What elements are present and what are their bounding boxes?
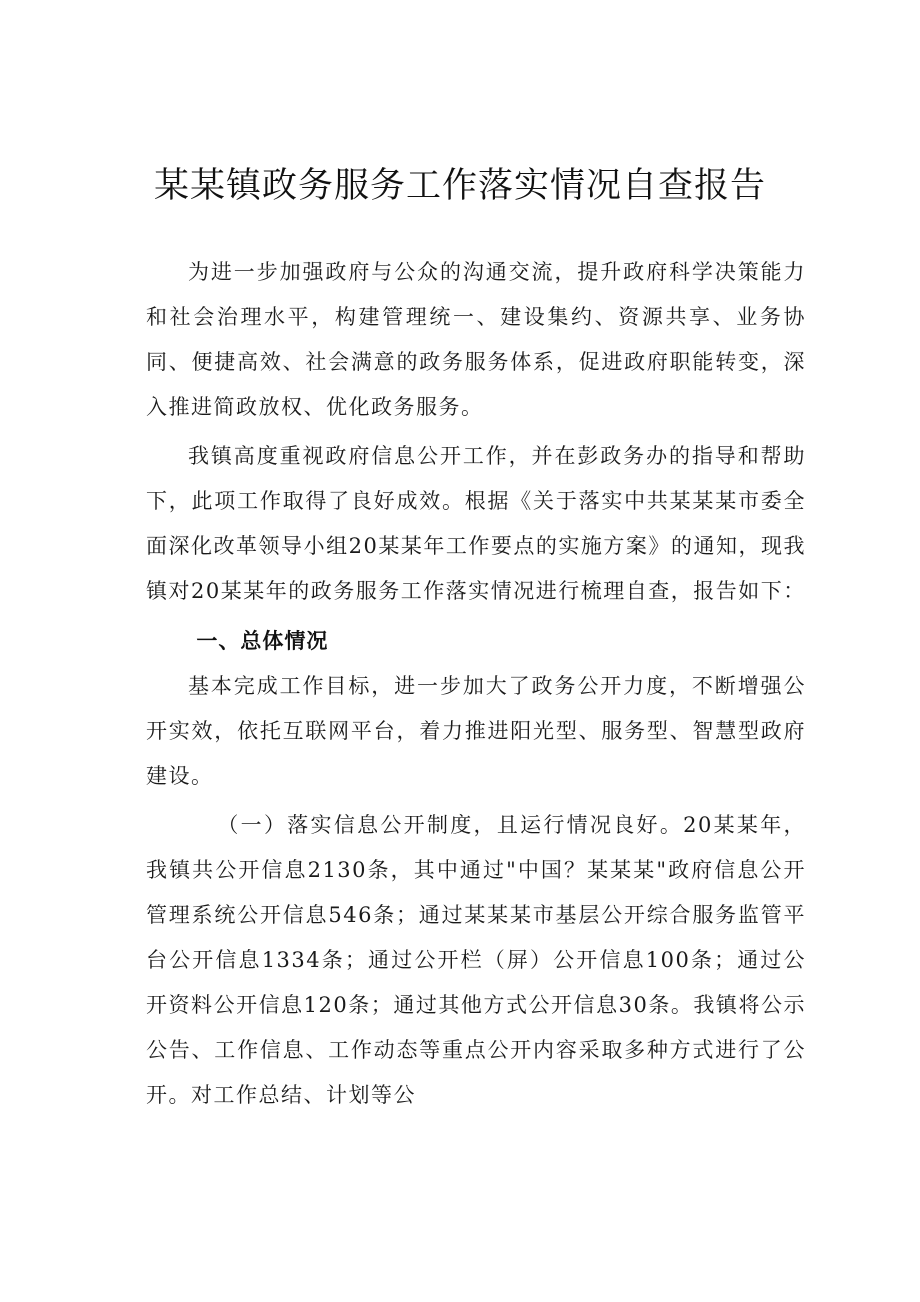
section-paragraph: 基本完成工作目标，进一步加大了政务公开力度，不断增强公开实效，依托互联网平台，着力推进阳光型、服务型、智慧型政府建设。: [146, 674, 806, 788]
intro-paragraph: 为进一步加强政府与公众的沟通交流，提升政府科学决策能力和社会治理水平，构建管理统一、建设集约、资源共享、业务协同、便捷高效、社会满意的政务服务体系，促进政府职能转变，深入推进简政放权、优化政务服务。: [146, 260, 806, 419]
document-body: [146, 250, 806, 1118]
section-heading: 一、总体情况: [196, 629, 329, 653]
document-title: 某某镇政务服务工作落实情况自查报告: [153, 166, 766, 206]
subsection-paragraph: （一）落实信息公开制度，且运行情况良好。20某某年，我镇共公开信息2130条，其中通过"中国？某某某"政府信息公开管理系统公开信息546条；通过某某某市基层公开综合服务监管平台公开信息1334条；通过公开栏（屏）公开信息100条；通过公开资料公开信息120条；通过其他方式公开信息30条。我镇将公示公告、工作信息、工作动态等重点公开内容采取多种方式进行了公开。对工作总结、计划等公: [146, 813, 806, 1107]
background-paragraph: 我镇高度重视政府信息公开工作，并在彭政务办的指导和帮助下，此项工作取得了良好成效。根据《关于落实中共某某某市委全面深化改革领导小组20某某年工作要点的实施方案》的通知，现我镇对20某某年的政务服务工作落实情况进行梳理自查，报告如下：: [146, 444, 806, 603]
